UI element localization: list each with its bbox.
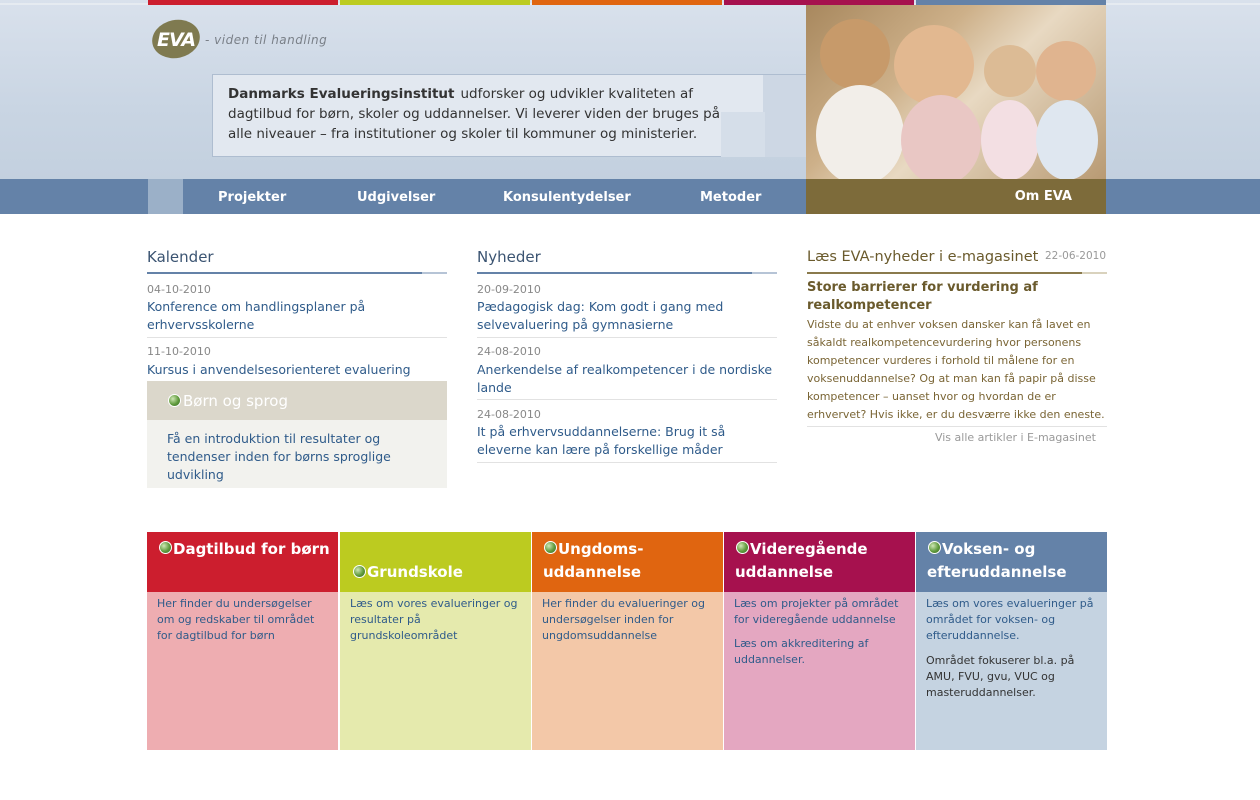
kalender-link[interactable]: Konference om handlingsplaner på erhvervsskolerne xyxy=(147,299,366,332)
sector-ungdom[interactable] xyxy=(532,532,723,750)
sector-header[interactable] xyxy=(724,532,915,592)
sector-text: Området fokuserer bl.a. på AMU, FVU, gvu, VUC og masteruddannelser. xyxy=(926,654,1075,699)
sector-body xyxy=(147,592,338,750)
boern-og-sprog-body xyxy=(147,420,447,488)
sector-title[interactable]: Dagtilbud for børn xyxy=(173,540,330,558)
emagasin-headline[interactable]: Store barrierer for vurdering af realkompetencer xyxy=(807,280,1038,313)
sector-header[interactable] xyxy=(147,532,338,592)
color-strip-ungdom xyxy=(532,0,722,5)
sector-header[interactable] xyxy=(532,532,723,592)
sector-title[interactable]: Videregående uddannelse xyxy=(735,540,868,581)
emagasin-body: Vidste du at enhver voksen dansker kan få lavet en såkaldt realkompetencevurdering hvor personens kompetencer vurderes i forhold til målene for en voksenuddannelse? Og at man kan få papir på disse kompetencer – uanset hvor og hvordan de er erhvervet? Hvis ikke, er du desværre ikke den eneste. xyxy=(807,318,1105,421)
color-strip-grundskole xyxy=(340,0,530,5)
sector-link[interactable]: Læs om vores evalueringer på området for voksen- og efteruddannelse. xyxy=(926,597,1094,642)
boern-og-sprog-link[interactable]: Få en introduktion til resultater og tendenser inden for børns sproglige udvikling xyxy=(167,431,391,482)
sector-dagtilbud[interactable] xyxy=(147,532,338,750)
logo-text: EVA xyxy=(157,29,196,51)
nyheder-link[interactable]: It på erhvervsuddannelserne: Brug it så eleverne kan lære på forskellige måder xyxy=(477,424,726,457)
divider xyxy=(147,337,447,338)
globe-icon xyxy=(353,565,366,578)
emagasin-rule xyxy=(807,272,1082,274)
kalender-rule xyxy=(147,272,422,274)
sector-body xyxy=(532,592,723,750)
nav-home-square[interactable] xyxy=(148,179,183,214)
kalender-link[interactable]: Kursus i anvendelsesorienteret evaluering xyxy=(147,362,411,377)
nyheder-date: 24-08-2010 xyxy=(477,345,541,358)
sector-voksen[interactable] xyxy=(916,532,1107,750)
nav-item-om-eva[interactable] xyxy=(806,179,1106,214)
sector-link[interactable]: Læs om projekter på området for videregående uddannelse xyxy=(734,597,899,626)
header-photo-children xyxy=(806,5,1106,179)
boern-og-sprog-header[interactable] xyxy=(147,381,447,420)
sector-header[interactable] xyxy=(916,532,1107,592)
nav-om-eva-label: Om EVA xyxy=(1014,189,1072,204)
intro-text xyxy=(228,84,728,144)
sector-body xyxy=(340,592,531,750)
emagasin-more-link[interactable]: Vis alle artikler i E-magasinet xyxy=(934,431,1096,444)
sector-title[interactable]: Voksen- og efteruddannelse xyxy=(927,540,1067,581)
sector-body xyxy=(916,592,1107,750)
nyheder-link[interactable]: Anerkendelse af realkompetencer i de nordiske lande xyxy=(477,362,773,395)
divider xyxy=(477,462,777,463)
sector-title[interactable]: Ungdoms-uddannelse xyxy=(543,540,644,581)
intro-decoration xyxy=(763,75,807,157)
kalender-date: 11-10-2010 xyxy=(147,345,211,358)
tagline: - viden til handling xyxy=(205,33,328,47)
nyheder-title: Nyheder xyxy=(477,248,541,266)
intro-box xyxy=(212,74,806,157)
kalender-title: Kalender xyxy=(147,248,214,266)
sector-title[interactable]: Grundskole xyxy=(367,563,463,581)
nyheder-date: 20-09-2010 xyxy=(477,283,541,296)
kalender-date: 04-10-2010 xyxy=(147,283,211,296)
divider xyxy=(807,426,1107,427)
color-strip-dagtilbud xyxy=(148,0,338,5)
emagasin-title[interactable]: Læs EVA-nyheder i e-magasinet xyxy=(807,249,1039,265)
sector-grundskole[interactable] xyxy=(340,532,531,750)
nyheder-date: 24-08-2010 xyxy=(477,408,541,421)
nav-item-projekter[interactable]: Projekter xyxy=(218,190,287,205)
intro-title: Danmarks Evalueringsinstitut xyxy=(228,86,455,102)
sector-link[interactable]: Her finder du undersøgelser om og redskaber til området for dagtilbud for børn xyxy=(157,597,315,642)
nyheder-rule xyxy=(477,272,752,274)
intro-body: udforsker og udvikler kvaliteten af dagtilbud for børn, skoler og uddannelser. Vi leverer viden der bruges på alle niveauer – fra institutioner og skoler til kommuner og ministerier. xyxy=(228,86,720,142)
nyheder-link[interactable]: Pædagogisk dag: Kom godt i gang med selvevaluering på gymnasierne xyxy=(477,299,724,332)
boern-og-sprog-title: Børn og sprog xyxy=(183,392,288,410)
sector-body xyxy=(724,592,915,750)
sector-link[interactable]: Læs om vores evalueringer og resultater på grundskoleområdet xyxy=(350,597,518,642)
nav-item-udgivelser[interactable]: Udgivelser xyxy=(357,190,436,205)
sector-header[interactable] xyxy=(340,532,531,592)
nav-item-metoder[interactable]: Metoder xyxy=(700,190,762,205)
divider xyxy=(477,337,777,338)
sector-link[interactable]: Læs om akkreditering af uddannelser. xyxy=(734,637,869,666)
divider xyxy=(477,399,777,400)
nav-item-konsulentydelser[interactable]: Konsulentydelser xyxy=(503,190,631,205)
sector-videregaaende[interactable] xyxy=(724,532,915,750)
emagasin-date: 22-06-2010 xyxy=(1045,250,1107,262)
sector-link[interactable]: Her finder du evalueringer og undersøgelser inden for ungdomsuddannelse xyxy=(542,597,706,642)
globe-icon xyxy=(168,394,181,407)
